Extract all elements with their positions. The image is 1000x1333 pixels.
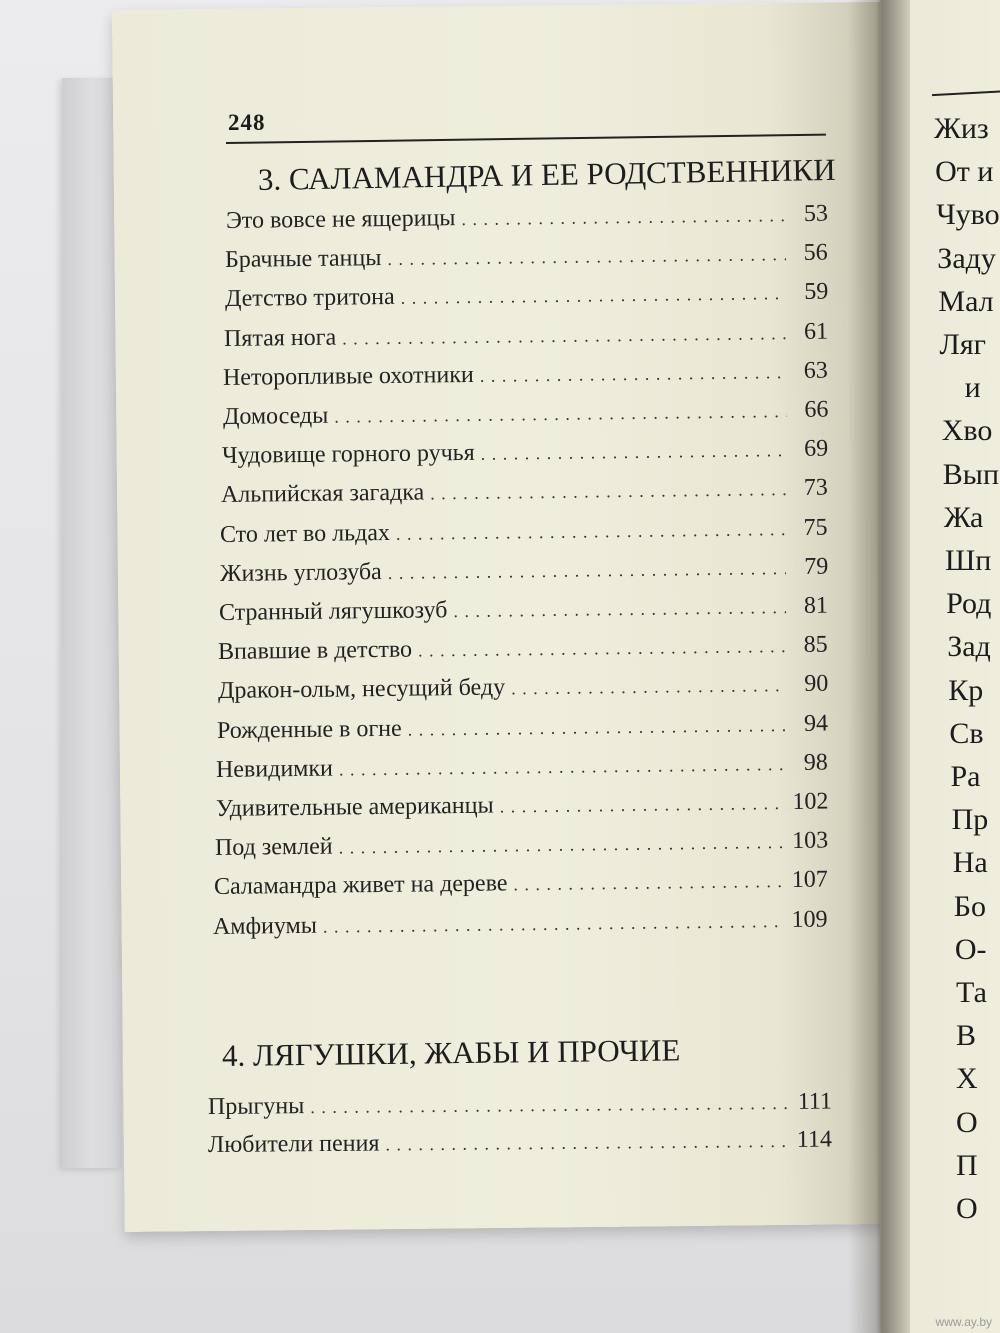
right-page-line-fragment: Бо xyxy=(953,889,987,923)
book-gutter xyxy=(848,0,910,1333)
toc-entry-title: Удивительные американцы xyxy=(215,792,494,822)
toc-entry-title: Саламандра живет на дереве xyxy=(213,870,508,901)
toc-entry-title: Прыгуны xyxy=(207,1093,305,1120)
toc-entry-page: 85 xyxy=(803,631,829,659)
toc-leader-dots xyxy=(453,597,786,622)
right-page-line-fragment: Чуво xyxy=(936,198,1000,232)
toc-entry xyxy=(208,1127,832,1159)
toc-leader-dots xyxy=(407,715,786,741)
toc-leader-dots xyxy=(388,244,786,270)
right-page-line-fragment: Св xyxy=(949,716,984,750)
toc-entry-title: Странный лягушкозуб xyxy=(218,597,448,626)
toc-leader-dots xyxy=(513,871,786,895)
toc-leader-dots xyxy=(461,205,786,230)
toc-leader-dots xyxy=(385,1131,790,1156)
toc-entry-page: 114 xyxy=(796,1126,833,1153)
toc-leader-dots xyxy=(511,675,786,699)
right-page-line-fragment: Шп xyxy=(945,544,992,577)
toc-leader-dots xyxy=(499,793,786,818)
right-page-line-fragment: Ляг xyxy=(939,328,986,361)
toc-entry-page: 61 xyxy=(803,318,829,345)
section-title-4: 4. ЛЯГУШКИ, ЖАБЫ И ПРОЧИЕ xyxy=(221,1032,681,1073)
right-page-line-fragment: О xyxy=(956,1105,978,1139)
right-page-line-fragment: и xyxy=(964,371,981,405)
toc-leader-dots xyxy=(338,832,786,858)
toc-entry-title: Жизнь углозуба xyxy=(219,558,382,587)
toc-entry xyxy=(208,1089,832,1121)
toc-leader-dots xyxy=(396,519,786,545)
right-page-line-fragment: Хво xyxy=(941,414,993,448)
toc-leader-dots xyxy=(400,284,786,310)
right-page-line-fragment: В xyxy=(956,1019,977,1053)
toc-entry-title: Детство тритона xyxy=(224,284,395,313)
toc-entry-page: 90 xyxy=(803,670,829,698)
toc-entry-title: Неторопливые охотники xyxy=(223,361,475,391)
right-page-line-fragment: Мал xyxy=(938,284,994,318)
toc-leader-dots xyxy=(418,636,786,661)
right-page-line-fragment: Ра xyxy=(950,760,981,793)
toc-entry-title: Домоседы xyxy=(222,402,328,430)
toc-entry-title: Пятая нога xyxy=(223,324,337,352)
toc-leader-dots xyxy=(387,558,786,584)
toc-entry-page: 94 xyxy=(803,710,829,737)
toc-entry-title: Под землей xyxy=(214,833,333,862)
toc-leader-dots xyxy=(334,401,786,428)
toc-entry-page: 111 xyxy=(797,1088,833,1115)
toc-entry-title: Дракон-ольм, несущий беду xyxy=(217,674,505,705)
right-page-line-fragment: Кр xyxy=(948,673,984,707)
toc-entry-page: 69 xyxy=(803,435,829,463)
toc-entry-title: Сто лет во льдах xyxy=(220,519,391,548)
toc-leader-dots xyxy=(480,440,786,465)
toc-entry-page: 107 xyxy=(791,866,829,894)
toc-entry-page: 81 xyxy=(803,592,829,619)
toc-leader-dots xyxy=(430,479,786,504)
right-page-line-fragment: Жа xyxy=(943,500,984,534)
toc-entry-page: 79 xyxy=(803,553,829,580)
page-number: 248 xyxy=(228,110,266,135)
toc-entry-title: Рожденные в огне xyxy=(216,715,402,744)
right-page-line-fragment: Жиз xyxy=(934,112,989,145)
right-page-line-fragment: Та xyxy=(956,976,987,1009)
toc-entry-page: 63 xyxy=(803,357,829,384)
toc-entry-title: Любители пения xyxy=(207,1130,380,1158)
right-page-line-fragment: Заду xyxy=(937,241,996,275)
right-page-line-fragment: На xyxy=(952,846,988,880)
toc-entry-title: Это вовсе не ящерицы xyxy=(225,205,456,234)
toc-entry-page: 103 xyxy=(791,827,829,855)
toc-entry-page: 109 xyxy=(791,906,829,933)
toc-entry-title: Брачные танцы xyxy=(225,245,382,274)
toc-leader-dots xyxy=(310,1093,790,1118)
right-page-line-fragment: От и xyxy=(935,155,994,189)
right-page-line-fragment: Род xyxy=(946,587,992,621)
toc-leader-dots xyxy=(339,754,786,780)
toc-entry-page: 75 xyxy=(803,514,829,541)
right-page-line-fragment: О xyxy=(956,1192,978,1225)
toc-entry-page: 98 xyxy=(803,749,829,776)
toc-entry-page: 56 xyxy=(803,239,829,267)
toc-leader-dots xyxy=(480,362,786,387)
right-page-line-fragment: П xyxy=(956,1148,978,1182)
toc-entry-page: 102 xyxy=(791,788,829,815)
toc-entry-title: Невидимки xyxy=(216,755,334,783)
toc-entry-page: 53 xyxy=(803,200,829,227)
toc-leader-dots xyxy=(323,911,786,938)
toc-entry-title: Впавшие в детство xyxy=(218,636,413,666)
book-cover-edge xyxy=(62,78,122,1168)
right-page-line-fragment: Вып xyxy=(942,457,1000,491)
toc-entry-title: Амфиумы xyxy=(213,912,318,940)
right-page-line-fragment: Зад xyxy=(947,630,991,664)
toc-entry-title: Альпийская загадка xyxy=(220,479,425,509)
section-title-3: 3. САЛАМАНДРА И ЕЕ РОДСТВЕННИКИ xyxy=(257,151,836,197)
toc-entry-page: 59 xyxy=(803,279,829,306)
toc-entry-title: Чудовище горного ручья xyxy=(221,440,475,470)
toc-leader-dots xyxy=(342,323,786,349)
toc-entry-page: 73 xyxy=(803,474,829,502)
right-page-line-fragment: Х xyxy=(956,1062,978,1096)
watermark: www.ay.by xyxy=(935,1315,992,1329)
toc-entry-page: 66 xyxy=(803,396,829,423)
right-page-line-fragment: Пр xyxy=(951,803,989,837)
right-page-line-fragment: О- xyxy=(954,932,987,966)
